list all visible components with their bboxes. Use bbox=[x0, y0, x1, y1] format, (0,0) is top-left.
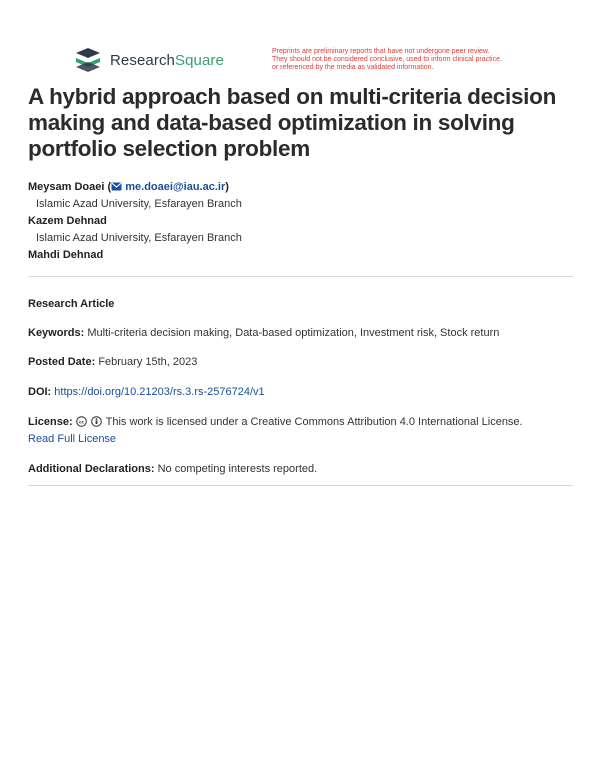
disclaimer-line: They should not be considered conclusive, used to inform clinical practice, bbox=[272, 56, 502, 64]
logo-word-square: Square bbox=[175, 51, 224, 69]
author-1: Meysam Doaei ( me.doaei@iau.ac.ir) bbox=[28, 181, 229, 193]
author-email-link[interactable]: me.doaei@iau.ac.ir bbox=[125, 181, 226, 193]
doi bbox=[28, 384, 568, 401]
author-name: Meysam Doaei bbox=[28, 181, 105, 193]
section-divider bbox=[28, 276, 573, 277]
research-square-logo[interactable] bbox=[74, 48, 224, 72]
keywords-label: Keywords: bbox=[28, 327, 85, 339]
author-list bbox=[28, 178, 568, 264]
keywords-value: Multi-criteria decision making, Data-based optimization, Investment risk, Stock return bbox=[87, 327, 500, 339]
section-divider bbox=[28, 485, 573, 486]
posted-date bbox=[28, 354, 568, 371]
author-2: Kazem Dehnad bbox=[28, 215, 107, 227]
cc-icon bbox=[76, 416, 87, 427]
envelope-icon bbox=[111, 182, 122, 191]
header bbox=[74, 48, 554, 74]
declarations-label: Additional Declarations: bbox=[28, 463, 155, 475]
posted-date-label: Posted Date: bbox=[28, 356, 96, 368]
disclaimer-line: Preprints are preliminary reports that have not undergone peer review. bbox=[272, 48, 490, 55]
license bbox=[28, 414, 568, 448]
posted-date-value: February 15th, 2023 bbox=[98, 356, 198, 368]
read-full-license-link[interactable]: Read Full License bbox=[28, 433, 117, 445]
additional-declarations bbox=[28, 461, 568, 478]
logo-word-research: Research bbox=[110, 51, 175, 69]
research-square-logo-icon bbox=[74, 48, 102, 72]
author-3: Mahdi Dehnad bbox=[28, 249, 104, 261]
author-affiliation: Islamic Azad University, Esfarayen Branch bbox=[36, 198, 242, 210]
declarations-value: No competing interests reported. bbox=[157, 463, 318, 475]
by-icon bbox=[91, 416, 102, 427]
article-type: Research Article bbox=[28, 298, 115, 310]
logo-text bbox=[110, 52, 224, 69]
license-label: License: bbox=[28, 416, 73, 428]
preprint-disclaimer bbox=[272, 48, 562, 73]
doi-label: DOI: bbox=[28, 386, 52, 398]
keywords bbox=[28, 325, 568, 342]
license-text: This work is licensed under a Creative Commons Attribution 4.0 International License. bbox=[105, 416, 523, 428]
svg-text:cc: cc bbox=[78, 419, 84, 425]
disclaimer-line: or referenced by the media as validated information. bbox=[272, 64, 434, 72]
author-affiliation: Islamic Azad University, Esfarayen Branch bbox=[36, 232, 242, 244]
doi-link[interactable]: https://doi.org/10.21203/rs.3.rs-2576724/v1 bbox=[54, 386, 265, 398]
paper-title: A hybrid approach based on multi-criteria decision making and data-based optimization in solving portfolio selection problem bbox=[28, 84, 557, 161]
